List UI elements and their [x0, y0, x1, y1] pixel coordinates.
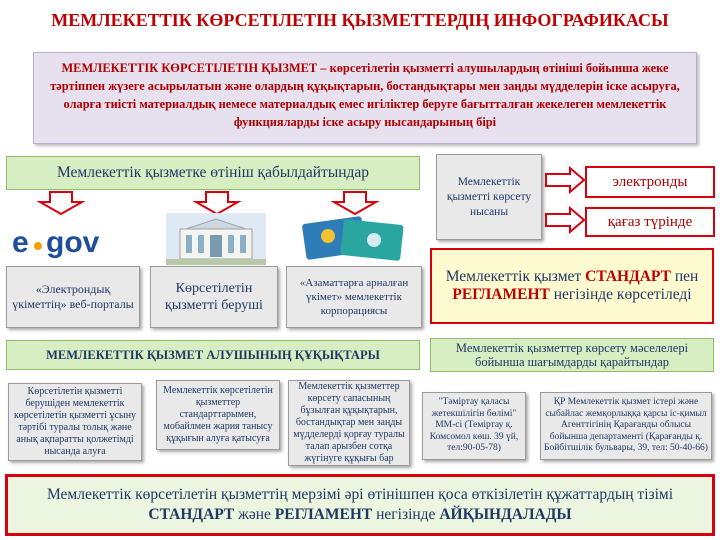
- svg-text:e: e: [12, 226, 29, 259]
- appeal-contact-1: "Тәміртау қаласы жетекшілігін бөлімі" ММ-сі (Теміртау қ. Комсомол көш. 39 үй, тел:90-05-78): [422, 392, 526, 460]
- provider-box: Көрсетілетін қызметті беруші: [150, 266, 278, 328]
- portal-box: «Электрондық үкіметтің» веб-порталы: [6, 266, 140, 328]
- egov-logo: [8, 218, 122, 264]
- bottom-line-2: [47, 505, 673, 525]
- regulation-word: РЕГЛАМЕНТ: [452, 286, 550, 303]
- building-icon: [166, 213, 266, 265]
- egov-logo-icon: [8, 218, 122, 264]
- down-arrow-icon: [196, 192, 238, 214]
- service-form-box: Мемлекеттік қызметті көрсету нысаны: [436, 154, 542, 240]
- bottom-basis: негізінде: [372, 506, 440, 523]
- cards-icon: [298, 214, 410, 262]
- right-item-2: Мемлекеттік көрсетілетін қызметтер стандарттарымен, мобайлмен жария танысу құқығын алуға қатысуға: [156, 380, 280, 450]
- standard-regulation-box: [430, 248, 714, 324]
- standard-prefix: Мемлекеттік қызмет: [445, 268, 586, 285]
- bottom-defined-word: АЙҚЫНДАЛАДЫ: [439, 506, 572, 523]
- appeal-contact-2: ҚР Мемлекеттік қызмет істері және сыбайлас жемқорлыққа қарсы іс-қимыл Агенттігінің Қарағанды облысы бойынша департаменті (Қарағанды қ. Бойбітшілік бульвары, 39, тел: 50-40-66): [540, 392, 712, 460]
- standard-word: СТАНДАРТ: [585, 268, 671, 285]
- down-arrow-icon: [40, 192, 82, 214]
- down-arrow-icon: [334, 192, 376, 214]
- right-arrow-icon: [546, 168, 584, 192]
- receivers-heading: Мемлекеттік қызметке өтініш қабылдайтындар: [6, 156, 420, 190]
- right-item-3: Мемлекеттік қызметтер көрсету сапасының бұзылған құқықтарын, бостандықтар мен заңды мүдделерді қорғау туралы талап арызбен сотқа жүгінуге құқығы бар: [288, 380, 410, 466]
- definition-term: МЕМЛЕКЕТТІК КӨРСЕТІЛЕТІН ҚЫЗМЕТ: [61, 61, 318, 75]
- definition-text: – көрсетілетін қызметті алушылардың өтініші бойынша жеке тәртіппен жүзеге асырылатын және олардың құқықтарын, бостандықтары мен заңды мүдделерін іске асыруға, оларға тиісті материалдық немесе материалдық емес игіліктер беруге бағытталған жекелеген мемлекеттік функцияларды іске асыру нысандарының бірі: [50, 61, 680, 129]
- standard-regulation-text: [436, 268, 708, 304]
- bottom-banner-text: [47, 485, 673, 525]
- bottom-standard-word: СТАНДАРТ: [148, 506, 235, 523]
- bottom-line-1: Мемлекеттік көрсетілетін қызметтің мерзімі әрі өтінішпен қоса өткізілетін құжаттардың тізімі: [46, 486, 674, 503]
- bottom-regulation-word: РЕГЛАМЕНТ: [274, 506, 373, 523]
- appeal-heading: Мемлекеттік қызметтер көрсету мәселелері бойынша шағымдарды қарайтындар: [430, 338, 714, 372]
- svg-text:gov: gov: [46, 226, 100, 259]
- right-item-1: Көрсетілетін қызметті берушіден мемлекеттік көрсетілетін қызметті ұсыну тәртібі туралы толық және анық ақпаратты қолжетімді нысанда алуға: [8, 383, 142, 461]
- form-arrows: [544, 166, 588, 240]
- definition-box: [33, 52, 697, 144]
- government-building-image: [166, 213, 266, 265]
- paper-form-box: қағаз түрінде: [585, 207, 715, 237]
- electronic-form-box: электронды: [585, 166, 715, 198]
- bottom-banner: [5, 474, 715, 536]
- corporation-box: «Азаматтарға арналған үкімет» мемлекеттік корпорациясы: [286, 266, 422, 328]
- corporation-cards-image: [298, 214, 410, 262]
- page-title: МЕМЛЕКЕТТІК КӨРСЕТІЛЕТІН ҚЫЗМЕТТЕРДІҢ ИНФОГРАФИКАСЫ: [51, 9, 669, 30]
- bottom-and-word: және: [234, 506, 275, 523]
- standard-suffix: негізінде көрсетіледі: [549, 286, 692, 303]
- standard-middle: пен: [670, 268, 699, 285]
- right-arrow-icon: [546, 208, 584, 232]
- rights-heading: МЕМЛЕКЕТТІК ҚЫЗМЕТ АЛУШЫНЫҢ ҚҰҚЫҚТАРЫ: [6, 340, 420, 370]
